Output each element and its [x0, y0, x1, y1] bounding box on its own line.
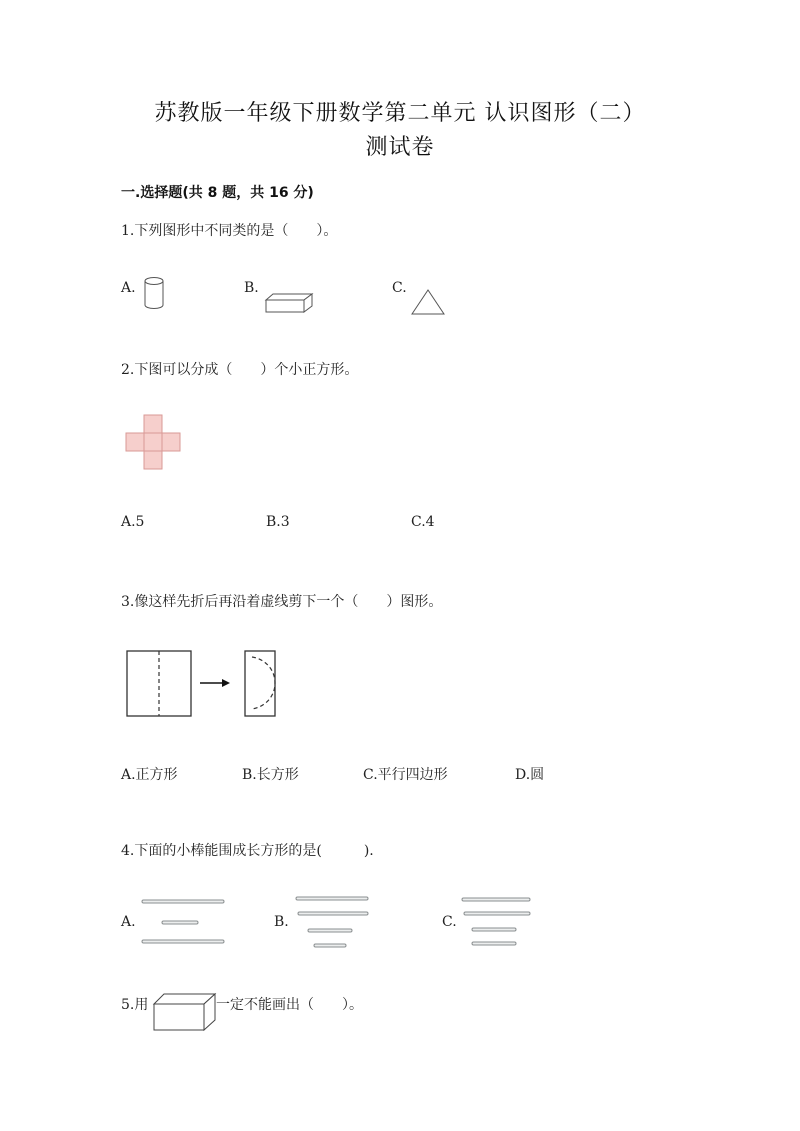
- q4-option-a-label[interactable]: A.: [121, 914, 136, 930]
- q2-option-c[interactable]: C.4: [411, 514, 435, 530]
- cross-shape-figure: [125, 414, 181, 470]
- triangle-icon: [410, 288, 446, 316]
- q2-option-b[interactable]: B.3: [266, 514, 290, 530]
- q3-option-b[interactable]: B.长方形: [242, 767, 299, 783]
- q4-option-b-sticks: [292, 894, 372, 952]
- cuboid-figure: [152, 992, 218, 1032]
- fold-cut-figure: [126, 650, 278, 718]
- question-5-stem-before: 5.用: [121, 997, 149, 1013]
- question-4-stem: 4.下面的小棒能围成长方形的是( ).: [121, 843, 374, 859]
- q3-option-c[interactable]: C.平行四边形: [363, 767, 448, 783]
- q4-option-b-label[interactable]: B.: [274, 914, 289, 930]
- question-2-stem: 2.下图可以分成（ ）个小正方形。: [121, 362, 359, 378]
- q1-option-c-label[interactable]: C.: [392, 280, 407, 296]
- q3-option-a[interactable]: A.正方形: [121, 767, 178, 783]
- section-heading: 一.选择题(共 8 题，共 16 分): [121, 185, 314, 201]
- question-1-stem: 1.下列图形中不同类的是（ ）。: [121, 223, 338, 239]
- question-5-stem-after: 一定不能画出（ ）。: [216, 997, 363, 1013]
- page-subtitle: 测试卷: [365, 135, 435, 160]
- q2-option-a[interactable]: A.5: [121, 514, 145, 530]
- q4-option-c-label[interactable]: C.: [442, 914, 457, 930]
- cuboid-icon: [264, 292, 316, 314]
- q3-option-d[interactable]: D.圆: [515, 767, 545, 783]
- q4-option-c-sticks: [458, 894, 534, 952]
- page-title: 苏教版一年级下册数学第二单元 认识图形（二）: [154, 101, 646, 126]
- q1-option-b-label[interactable]: B.: [244, 280, 259, 296]
- question-3-stem: 3.像这样先折后再沿着虚线剪下一个（ ）图形。: [121, 594, 443, 610]
- q1-option-a-label[interactable]: A.: [121, 280, 136, 296]
- cylinder-icon: [143, 276, 165, 310]
- q4-option-a-sticks: [140, 896, 226, 948]
